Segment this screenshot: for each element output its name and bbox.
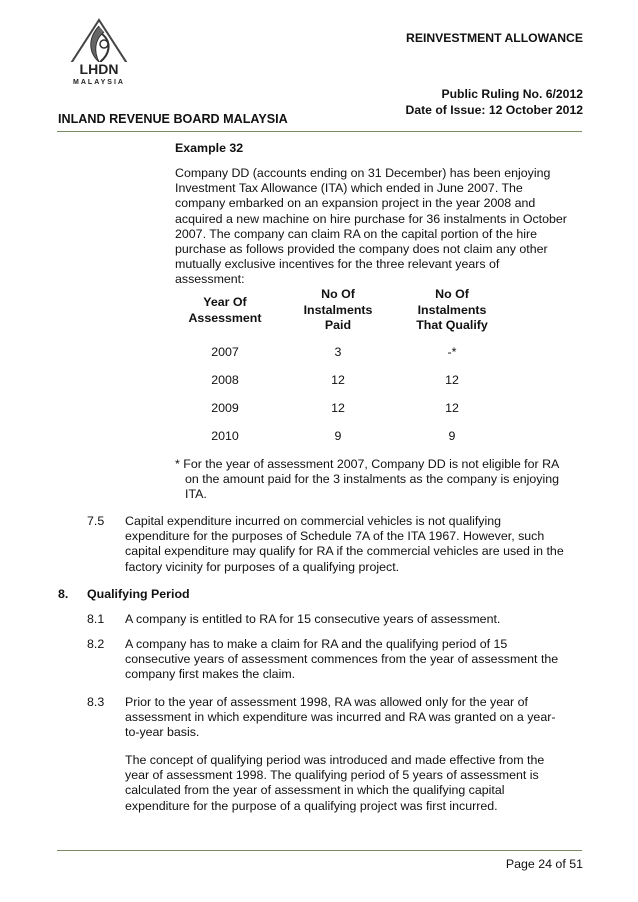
table-header-line: Paid	[324, 318, 352, 332]
table-header-year	[170, 295, 280, 326]
table-cell: 12	[445, 401, 459, 415]
table-header-qualify	[397, 287, 507, 334]
footnote-line: ITA.	[185, 487, 207, 502]
section-7-5-paragraph	[125, 514, 583, 575]
table-cell: 2008	[211, 373, 239, 387]
footnote-line: on the amount paid for the 3 instalments as the company is enjoying	[185, 472, 560, 487]
table-cell: 2009	[211, 401, 239, 415]
table-cell: 12	[445, 373, 459, 387]
paragraph-line: A company has to make a claim for RA and the qualifying period of 15	[125, 637, 508, 651]
table-footnote	[175, 457, 583, 503]
logo-text: LHDN	[79, 61, 119, 77]
paragraph-line: assessment in which expenditure was incurred and RA was granted on a year-	[125, 710, 556, 725]
section-number-8-1: 8.1	[87, 612, 105, 626]
paragraph-line: capital expenditure may qualify for RA if the commercial vehicles are used in the	[125, 544, 564, 559]
paragraph-line: Capital expenditure incurred on commercial vehicles is not qualifying	[125, 514, 502, 528]
example-line: 2007. The company can claim RA on the capital portion of the hire	[175, 226, 538, 241]
table-header-line: No Of	[435, 287, 469, 301]
table-cell: 12	[331, 373, 345, 387]
lhdn-logo	[58, 18, 140, 86]
paragraph-line: expenditure for the purposes of Schedule 7A of the ITA 1967. However, such	[125, 529, 545, 544]
paragraph-line: company first makes the claim.	[125, 667, 296, 682]
table-cell: -*	[447, 345, 457, 359]
paragraph-line: factory vicinity for purposes of a qualifying project.	[125, 559, 400, 574]
section-8-1-paragraph	[125, 612, 583, 627]
paragraph-line: calculated from the year of assessment in which the qualifying capital	[125, 783, 505, 798]
section-number-7-5: 7.5	[87, 514, 105, 528]
section-8-title: Qualifying Period	[87, 587, 190, 601]
example-line: Company DD (accounts ending on 31 December) has been enjoying	[175, 166, 551, 180]
table-header-line: That Qualify	[416, 318, 488, 332]
paragraph-line: year of assessment 1998. The qualifying period of 5 years of assessment is	[125, 768, 539, 783]
example-line: purchase as follows provided the company does not claim any other	[175, 242, 548, 257]
lhdn-logo-emblem	[58, 18, 140, 86]
table-header-line: Assessment	[188, 310, 262, 325]
section-number-8-2: 8.2	[87, 637, 105, 651]
paragraph-line: Prior to the year of assessment 1998, RA was allowed only for the year of	[125, 695, 528, 709]
table-header-line: Year Of	[203, 295, 247, 309]
paragraph-line: The concept of qualifying period was introduced and made effective from the	[125, 753, 545, 767]
document-title: REINVESTMENT ALLOWANCE	[406, 31, 583, 45]
paragraph-line: expenditure for the purpose of a qualifying project was first incurred.	[125, 798, 498, 813]
ruling-number: Public Ruling No. 6/2012	[441, 87, 583, 101]
section-number-8: 8.	[58, 587, 69, 601]
example-line: assessment:	[175, 272, 245, 287]
paragraph-line: to-year basis.	[125, 725, 200, 740]
table-cell: 3	[334, 345, 342, 359]
table-cell: 9	[334, 429, 342, 443]
section-number-8-3: 8.3	[87, 695, 105, 709]
header-divider	[57, 131, 582, 132]
table-header-line: Instalments	[303, 302, 373, 317]
example-line: Investment Tax Allowance (ITA) which ended in June 2007. The	[175, 181, 523, 196]
example-title: Example 32	[175, 141, 244, 155]
table-cell: 12	[331, 401, 345, 415]
footer-divider	[57, 850, 582, 851]
logo-subtext: MALAYSIA	[73, 79, 125, 86]
issue-date: Date of Issue: 12 October 2012	[405, 103, 583, 117]
table-cell: 2007	[211, 345, 239, 359]
example-line: mutually exclusive incentives for the three relevant years of	[175, 257, 500, 272]
paragraph-line: consecutive years of assessment commences from the year of assessment the	[125, 652, 559, 667]
footnote-line: * For the year of assessment 2007, Company DD is not eligible for RA	[175, 457, 560, 471]
table-header-line: No Of	[321, 287, 355, 301]
organization-name: INLAND REVENUE BOARD MALAYSIA	[58, 112, 288, 126]
example-line: acquired a new machine on hire purchase for 36 instalments in October	[175, 211, 567, 226]
table-cell: 9	[448, 429, 456, 443]
table-header-paid	[283, 287, 393, 334]
table-cell: 2010	[211, 429, 239, 443]
page-number: Page 24 of 51	[505, 857, 583, 871]
section-8-3-continuation	[125, 753, 583, 814]
example-line: company embarked on an expansion project in the year 2008 and	[175, 196, 536, 211]
section-8-2-paragraph	[125, 637, 583, 683]
table-header-line: Instalments	[417, 302, 487, 317]
section-8-3-paragraph	[125, 695, 583, 741]
example-paragraph	[175, 166, 583, 288]
paragraph-line: A company is entitled to RA for 15 consecutive years of assessment.	[125, 612, 501, 626]
